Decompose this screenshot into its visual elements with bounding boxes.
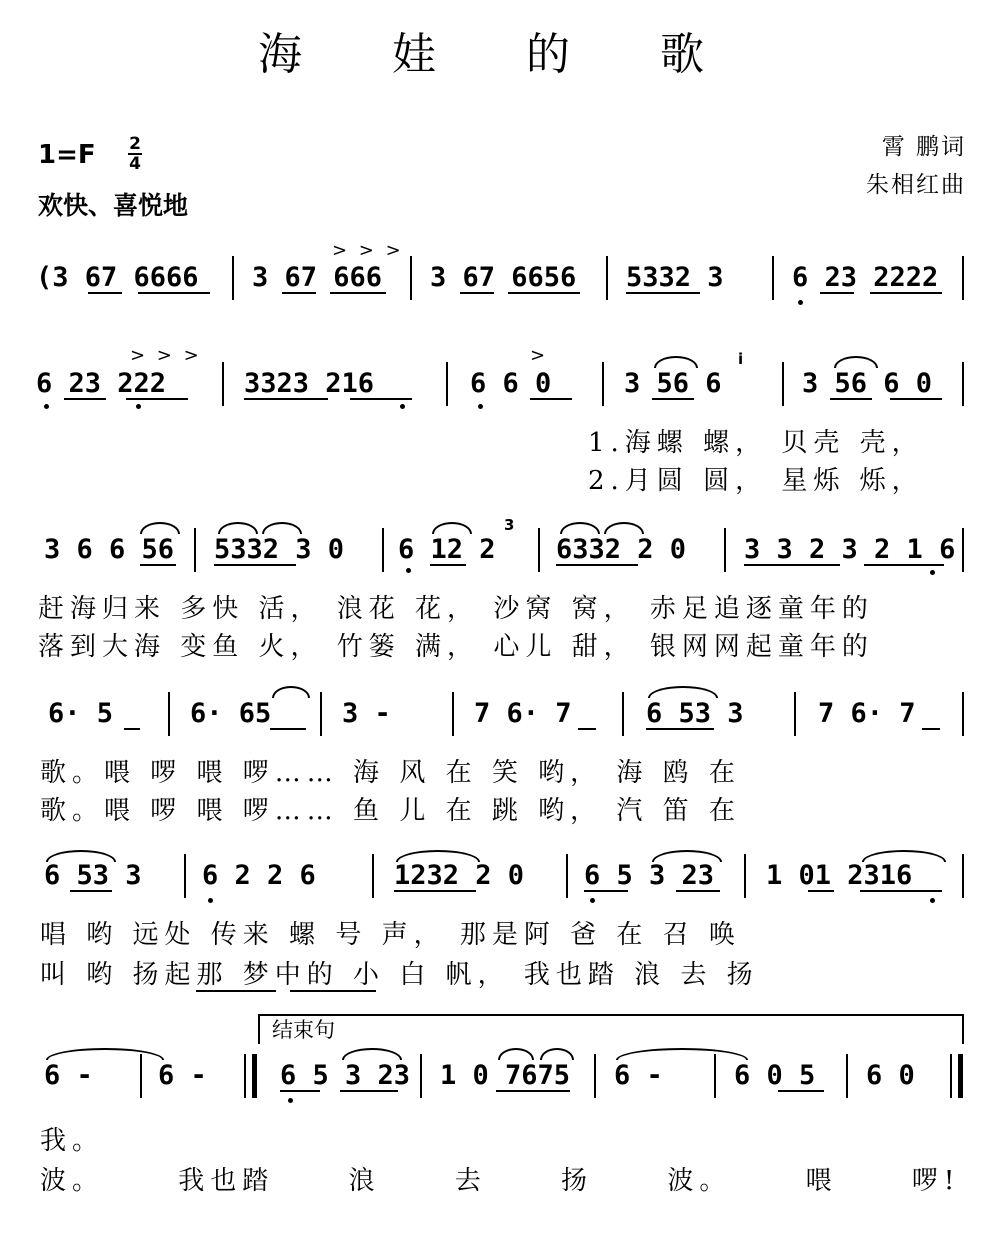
low-octave-dot (136, 404, 141, 409)
measure: 6 - (44, 1060, 93, 1091)
beam (460, 292, 494, 294)
beam (744, 564, 840, 566)
measure: 6 23 222 (36, 368, 167, 399)
barline (782, 362, 784, 406)
low-octave-dot (930, 570, 935, 575)
barline (538, 528, 540, 572)
notation-row-5b (202, 856, 316, 896)
beam (870, 292, 942, 294)
barline (594, 1054, 596, 1098)
barline (606, 256, 608, 300)
repeat-barline (244, 1054, 246, 1098)
barline (320, 692, 322, 736)
beam (430, 564, 466, 566)
slur (654, 356, 698, 368)
beam (922, 728, 940, 730)
beam (860, 890, 942, 892)
low-octave-dot (798, 300, 803, 305)
slur (140, 522, 180, 534)
measure: 3 56 6 0 (802, 368, 933, 399)
slur (604, 522, 644, 534)
measure: 6 12 2 (398, 534, 496, 565)
barline (222, 362, 224, 406)
lyricist-credit: 霄 鹏词 (881, 134, 966, 160)
lyric-verse-1: 歌。喂 啰 喂 啰…… 海 风 在 笑 哟， 海 鸥 在 (40, 758, 741, 788)
measure: 3 67 666 (252, 262, 383, 293)
accent-marks: > > > (130, 345, 202, 366)
barline (168, 692, 170, 736)
beam (646, 728, 714, 730)
beam (808, 890, 834, 892)
notation-row-6e (614, 1056, 663, 1096)
measure: 3 6 6 56 (44, 534, 175, 565)
slur (862, 850, 946, 862)
underline (290, 990, 376, 992)
measure: 6 5 3 23 (280, 1060, 411, 1091)
low-octave-dot (208, 898, 213, 903)
song-title: 海 娃 的 歌 (258, 29, 742, 80)
notation-row-4c (342, 694, 391, 734)
barline (744, 854, 746, 898)
measure: 6· 5 (48, 698, 114, 729)
barline (410, 256, 412, 300)
slur (652, 850, 722, 862)
grace-note: i (738, 350, 744, 368)
measure: (3 67 6666 (36, 262, 199, 293)
barline (962, 854, 964, 898)
notation-row-4f (818, 694, 916, 734)
measure: 6 53 3 (44, 860, 142, 891)
beam (676, 890, 720, 892)
measure: 6 0 (866, 1060, 915, 1091)
barline (446, 362, 448, 406)
measure: 1 0 7675 (440, 1060, 571, 1091)
beam (280, 1090, 320, 1092)
lyric-verse-1: 唱 哟 远处 传来 螺 号 声， 那是阿 爸 在 召 唤 (40, 920, 741, 950)
lyric-verse-1: 1.海螺 螺， 贝壳 壳， (588, 428, 924, 458)
beam (778, 1090, 824, 1092)
composer-credit: 朱相红曲 (866, 172, 966, 198)
low-octave-dot (288, 1098, 293, 1103)
barline (194, 528, 196, 572)
low-octave-dot (44, 404, 49, 409)
measure: 6 0 5 (734, 1060, 816, 1091)
slur (432, 522, 472, 534)
measure: 7 6· 7 (474, 698, 572, 729)
measure: 3 67 6656 (430, 262, 577, 293)
beam (350, 398, 412, 400)
measure: 6 5 3 23 (584, 860, 715, 891)
accent-mark: > (530, 345, 549, 366)
lyric-verse-2: 2.月圆 圆， 星烁 烁， (588, 466, 924, 496)
barline (846, 1054, 848, 1098)
slur (560, 522, 600, 534)
ending-bracket (258, 1014, 964, 1044)
grace-note: 3 (504, 516, 515, 534)
beam (126, 398, 188, 400)
measure: 6 2 2 6 (202, 860, 316, 891)
measure: 3323 216 (244, 368, 375, 399)
beam (530, 398, 572, 400)
repeat-barline-thick (252, 1054, 257, 1098)
underline (196, 990, 276, 992)
beam (244, 398, 328, 400)
beam (70, 890, 112, 892)
measure: 6332 2 0 (556, 534, 687, 565)
barline (420, 1054, 422, 1098)
beam (124, 728, 140, 730)
beam (584, 890, 628, 892)
beam (330, 292, 386, 294)
slur (540, 1048, 574, 1060)
time-signature (128, 136, 142, 172)
key-signature: 1=F (38, 140, 96, 170)
beam (890, 398, 942, 400)
measure: 6 - (158, 1060, 207, 1091)
beam (138, 292, 210, 294)
notation-row-4 (48, 694, 113, 734)
beam (626, 292, 700, 294)
tie (46, 1048, 164, 1060)
measure: 6 - (614, 1060, 663, 1091)
time-signature-bottom: 4 (129, 154, 141, 174)
notation-row-6g (866, 1056, 915, 1096)
accent-marks: > > > (332, 240, 404, 261)
barline (794, 692, 796, 736)
beam (140, 564, 176, 566)
beam (830, 398, 872, 400)
slur (396, 850, 480, 862)
measure: 5332 3 (626, 262, 724, 293)
beam (394, 890, 476, 892)
beam (88, 292, 122, 294)
notation-row-6 (44, 1056, 93, 1096)
lyric-verse-2: 歌。喂 啰 喂 啰…… 鱼 儿 在 跳 哟， 汽 笛 在 (40, 796, 741, 826)
final-barline-thick (958, 1054, 963, 1098)
beam (496, 1090, 570, 1092)
barline (622, 692, 624, 736)
barline (602, 362, 604, 406)
beam (556, 564, 638, 566)
measure: 6 6 0 (470, 368, 552, 399)
barline (140, 1054, 142, 1098)
beam (64, 398, 106, 400)
barline (724, 528, 726, 572)
barline (452, 692, 454, 736)
lyric-verse-2: 波。 我也踏 浪 去 扬 波。 喂 啰! (40, 1166, 961, 1196)
slur (272, 686, 310, 698)
barline (372, 854, 374, 898)
low-octave-dot (930, 898, 935, 903)
low-octave-dot (590, 898, 595, 903)
measure: 1 01 2316 (766, 860, 913, 891)
barline (962, 256, 964, 300)
notation-row-4d (474, 694, 572, 734)
lyric-verse-2: 落到大海 变鱼 火， 竹篓 满， 心儿 甜， 银网网起童年的 (38, 632, 874, 662)
barline (184, 854, 186, 898)
barline (962, 692, 964, 736)
measure: 7 6· 7 (818, 698, 916, 729)
beam (578, 728, 596, 730)
beam (820, 292, 854, 294)
tempo-marking: 欢快、喜悦地 (38, 191, 189, 220)
slur (46, 850, 116, 862)
barline (714, 1054, 716, 1098)
barline (566, 854, 568, 898)
measure: 5332 3 0 (214, 534, 345, 565)
time-signature-top: 2 (129, 134, 141, 154)
barline (772, 256, 774, 300)
beam (508, 292, 580, 294)
notation-row-6b (158, 1056, 207, 1096)
notation-row-4b (190, 694, 271, 734)
ending-label: 结束句 (272, 1018, 335, 1042)
measure: 1232 2 0 (394, 860, 525, 891)
beam (270, 728, 306, 730)
final-barline (950, 1054, 952, 1098)
low-octave-dot (400, 404, 405, 409)
measure: 3 56 6 (624, 368, 722, 399)
barline (962, 362, 964, 406)
slur (342, 1048, 402, 1060)
beam (282, 292, 316, 294)
beam (652, 398, 694, 400)
slur (262, 522, 302, 534)
tie (616, 1048, 748, 1060)
slur (834, 356, 878, 368)
low-octave-dot (406, 568, 411, 573)
beam (214, 564, 296, 566)
beam (864, 564, 944, 566)
barline (232, 256, 234, 300)
lyric-verse-1: 赶海归来 多快 活， 浪花 花， 沙窝 窝， 赤足追逐童年的 (38, 594, 874, 624)
measure: 3 3 2 3 2 1 6 (744, 534, 956, 565)
barline (382, 528, 384, 572)
low-octave-dot (478, 404, 483, 409)
slur (648, 686, 718, 698)
slur (218, 522, 258, 534)
lyric-verse-2: 叫 哟 扬起那 梦中的 小 白 帆， 我也踏 浪 去 扬 (40, 960, 759, 990)
lyric-verse-1: 我。 (40, 1126, 105, 1156)
measure: 6 53 3 (646, 698, 744, 729)
measure: 3 - (342, 698, 391, 729)
measure: 6· 65 (190, 698, 272, 729)
barline (962, 528, 964, 572)
slur (498, 1048, 534, 1060)
beam (340, 1090, 398, 1092)
measure: 6 23 2222 (792, 262, 939, 293)
